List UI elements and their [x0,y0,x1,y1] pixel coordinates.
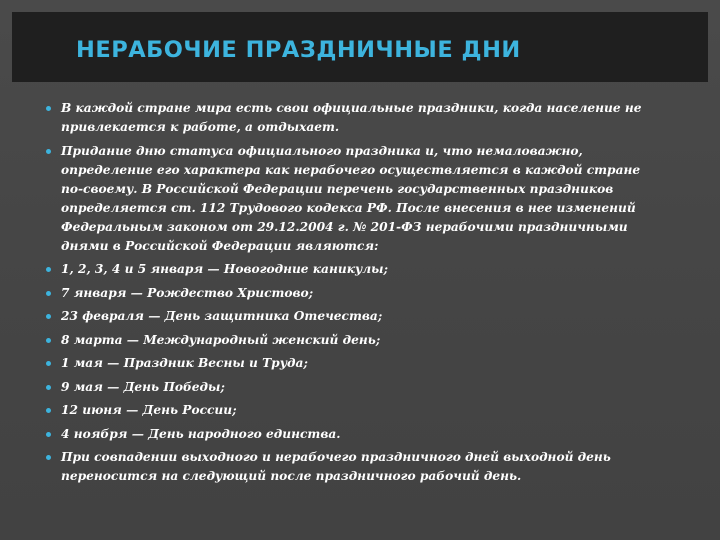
list-item-text: 1, 2, 3, 4 и 5 января — Новогодние каникулы; [61,262,389,276]
list-item-text: Придание дню статуса официального праздника и, что немаловажно, определение его характера как нерабочего осуществляется в каждой стране по-своему. В Российской Федерации перечень государственных праздников определяется ст. 112 Трудового кодекса РФ. После внесения в нее изменений Федеральным законом от 29.12.2004 г. № 201-ФЗ нерабочими праздничными днями в Российской Федерации являются: [61,143,641,253]
bullet-icon [46,106,51,111]
list-item [46,448,646,486]
bullet-icon [46,455,51,460]
list-item [46,331,646,350]
list-item [46,284,646,303]
list-item-text: 9 мая — День Победы; [61,379,225,394]
list-item-text: В каждой стране мира есть свои официальные праздники, когда население не привлекается к работе, а отдыхает. [61,101,642,134]
list-item-text: 7 января — Рождество Христово; [61,285,314,300]
list-item [46,378,646,397]
bullet-icon [46,361,51,366]
list-item-text: 1 мая — Праздник Весны и Труда; [61,356,308,370]
list-item [46,99,646,137]
bullet-icon [46,149,51,154]
bullet-icon [46,267,51,272]
bullet-list [46,99,646,491]
list-item [46,354,646,373]
bullet-icon [46,432,51,437]
list-item [46,307,646,326]
list-item [46,142,646,256]
bullet-icon [46,408,51,413]
list-item-text: 8 марта — Международный женский день; [61,332,381,347]
list-item [46,401,646,420]
list-item [46,425,646,444]
bullet-icon [46,314,51,319]
bullet-icon [46,291,51,296]
bullet-icon [46,338,51,343]
slide-title: НЕРАБОЧИЕ ПРАЗДНИЧНЫЕ ДНИ [76,37,521,63]
list-item-text: 4 ноября — День народного единства. [61,426,341,441]
bullet-icon [46,385,51,390]
list-item [46,260,646,279]
list-item-text: 12 июня — День России; [61,403,237,417]
list-item-text: 23 февраля — День защитника Отечества; [61,309,383,323]
list-item-text: При совпадении выходного и нерабочего праздничного дней выходной день переносится на следующий после праздничного рабочий день. [61,450,611,483]
